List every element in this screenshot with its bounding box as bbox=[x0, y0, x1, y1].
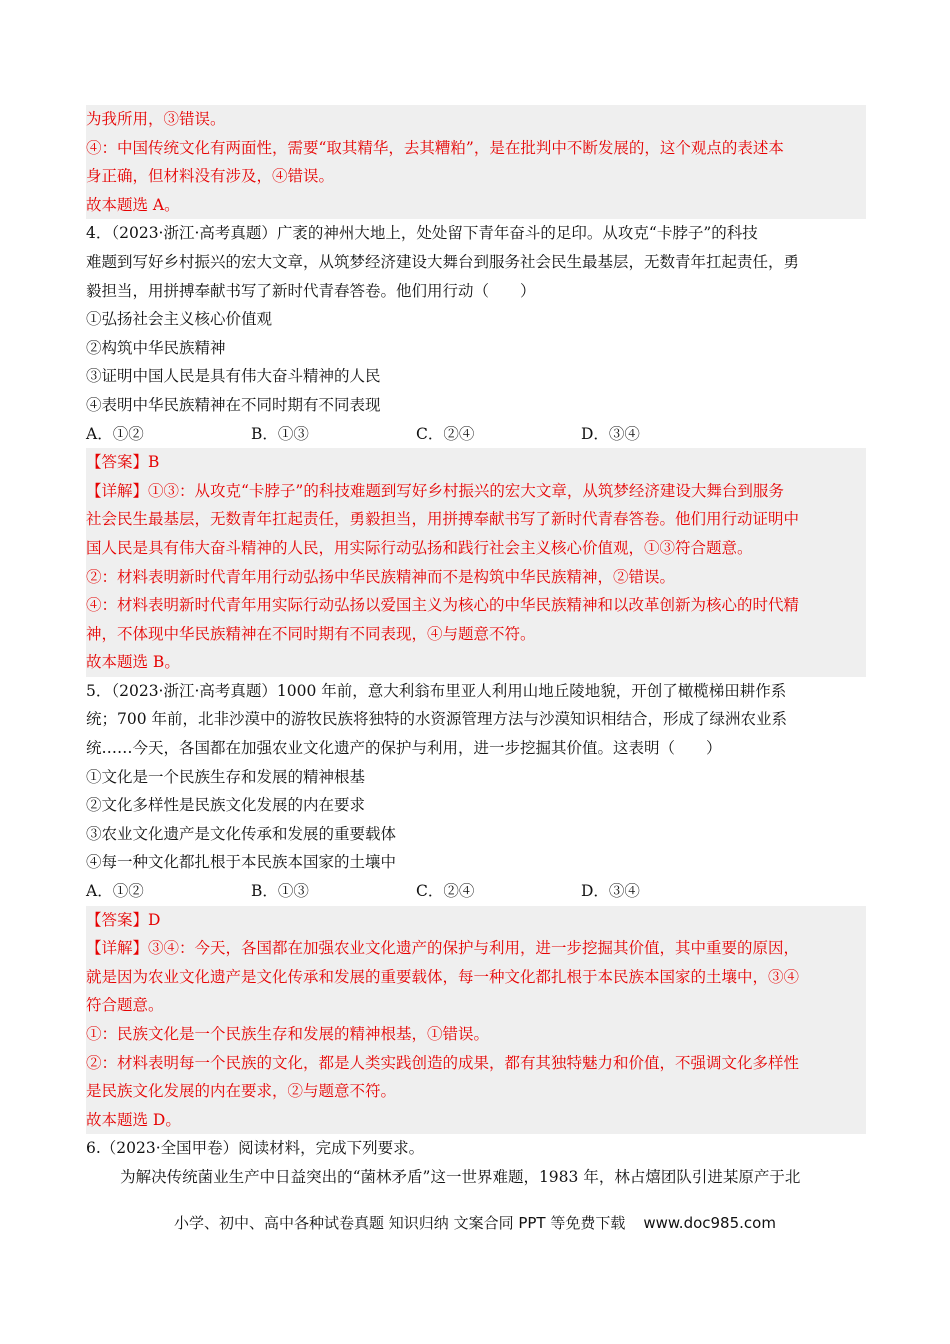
question-item: ②构筑中华民族精神 bbox=[86, 338, 226, 357]
option-d: D．③④ bbox=[581, 882, 640, 901]
question-stem-line: 统；700 年前，北非沙漠中的游牧民族将独特的水资源管理方法与沙漠知识相结合，形成了绿洲农业系 bbox=[86, 710, 788, 729]
option-b: B．①③ bbox=[251, 424, 309, 443]
footer-url[interactable]: www.doc985.com bbox=[643, 1214, 776, 1232]
question-stem-line: 统……今天，各国都在加强农业文化遗产的保护与利用，进一步挖掘其价值。这表明（ ） bbox=[86, 739, 722, 758]
detail-line: 【详解】①③：从攻克“卡脖子”的科技难题到写好乡村振兴的宏大文章，从筑梦经济建设大舞台到服务 bbox=[86, 481, 784, 500]
detail-line: 故本题选 B。 bbox=[86, 653, 180, 672]
question-stem-line: 难题到写好乡村振兴的宏大文章，从筑梦经济建设大舞台到服务社会民生最基层，无数青年扛起责任，勇 bbox=[86, 252, 800, 271]
option-a: A．①② bbox=[86, 424, 144, 443]
detail-line: 是民族文化发展的内在要求，②与题意不符。 bbox=[86, 1082, 397, 1101]
detail-line: 神，不体现中华民族精神在不同时期有不同表现，④与题意不符。 bbox=[86, 624, 536, 643]
question-item: ④每一种文化都扎根于本民族本国家的土壤中 bbox=[86, 853, 397, 872]
question-item: ③证明中国人民是具有伟大奋斗精神的人民 bbox=[86, 367, 381, 386]
detail-line: ②：材料表明每一个民族的文化，都是人类实践创造的成果，都有其独特魅力和价值，不强调文化多样性 bbox=[86, 1053, 800, 1072]
text-line: 故本题选 A。 bbox=[86, 195, 180, 214]
answer-line: 【答案】D bbox=[86, 910, 161, 929]
question-stem-line: 6.（2023·全国甲卷）阅读材料，完成下列要求。 bbox=[86, 1139, 425, 1158]
question-5 bbox=[86, 677, 866, 906]
footer-text: 小学、初中、高中各种试卷真题 知识归纳 文案合同 PPT 等免费下载 bbox=[174, 1214, 626, 1232]
question-stem-line: 4．（2023·浙江·高考真题）广袤的神州大地上，处处留下青年奋斗的足印。从攻克“卡脖子”的科技 bbox=[86, 224, 758, 243]
answer-line: 【答案】B bbox=[86, 453, 160, 472]
answer-explanation-q5 bbox=[86, 906, 866, 1135]
text-line: 为我所用，③错误。 bbox=[86, 110, 226, 128]
option-c: C．②④ bbox=[416, 424, 475, 443]
question-4 bbox=[86, 219, 866, 448]
detail-line: 【详解】③④：今天，各国都在加强农业文化遗产的保护与利用，进一步挖掘其价值，其中重要的原因， bbox=[86, 939, 800, 958]
detail-line: 国人民是具有伟大奋斗精神的人民，用实际行动弘扬和践行社会主义核心价值观，①③符合题意。 bbox=[86, 538, 753, 557]
detail-line: ④：材料表明新时代青年用实际行动弘扬以爱国主义为核心的中华民族精神和以改革创新为核心的时代精 bbox=[86, 596, 800, 615]
options-row bbox=[86, 877, 866, 906]
text-line: 身正确，但材料没有涉及，④错误。 bbox=[86, 167, 335, 186]
detail-line: 就是因为农业文化遗产是文化传承和发展的重要载体，每一种文化都扎根于本民族本国家的土壤中，③④ bbox=[86, 967, 800, 986]
answer-explanation-q3-end bbox=[86, 105, 866, 219]
question-stem-line: 5．（2023·浙江·高考真题）1000 年前，意大利翁布里亚人利用山地丘陵地貌，开创了橄榄梯田耕作系 bbox=[86, 681, 787, 700]
question-6 bbox=[86, 1134, 866, 1191]
question-item: ①弘扬社会主义核心价值观 bbox=[86, 310, 273, 329]
text-line: ④：中国传统文化有两面性，需要“取其精华，去其糟粕”，是在批判中不断发展的，这个观点的表述本 bbox=[86, 138, 784, 157]
detail-line: 符合题意。 bbox=[86, 996, 164, 1015]
options-row bbox=[86, 420, 866, 449]
question-item: ④表明中华民族精神在不同时期有不同表现 bbox=[86, 395, 381, 414]
answer-explanation-q4 bbox=[86, 448, 866, 677]
page-footer bbox=[0, 1212, 950, 1233]
question-stem-line: 毅担当，用拼搏奉献书写了新时代青春答卷。他们用行动（ ） bbox=[86, 281, 536, 300]
question-item: ②文化多样性是民族文化发展的内在要求 bbox=[86, 796, 366, 815]
option-c: C．②④ bbox=[416, 882, 475, 901]
question-item: ①文化是一个民族生存和发展的精神根基 bbox=[86, 767, 366, 786]
option-d: D．③④ bbox=[581, 424, 640, 443]
document-page bbox=[86, 105, 866, 1192]
option-a: A．①② bbox=[86, 882, 144, 901]
material-line: 为解决传统菌业生产中日益突出的“菌林矛盾”这一世界难题，1983 年，林占熺团队引进某原产于北 bbox=[120, 1167, 801, 1186]
detail-line: 社会民生最基层，无数青年扛起责任，勇毅担当，用拼搏奉献书写了新时代青春答卷。他们用行动证明中 bbox=[86, 510, 800, 529]
detail-line: ②：材料表明新时代青年用行动弘扬中华民族精神而不是构筑中华民族精神，②错误。 bbox=[86, 567, 676, 586]
option-b: B．①③ bbox=[251, 882, 309, 901]
detail-line: 故本题选 D。 bbox=[86, 1110, 181, 1129]
question-item: ③农业文化遗产是文化传承和发展的重要载体 bbox=[86, 824, 397, 843]
detail-line: ①：民族文化是一个民族生存和发展的精神根基，①错误。 bbox=[86, 1025, 490, 1043]
